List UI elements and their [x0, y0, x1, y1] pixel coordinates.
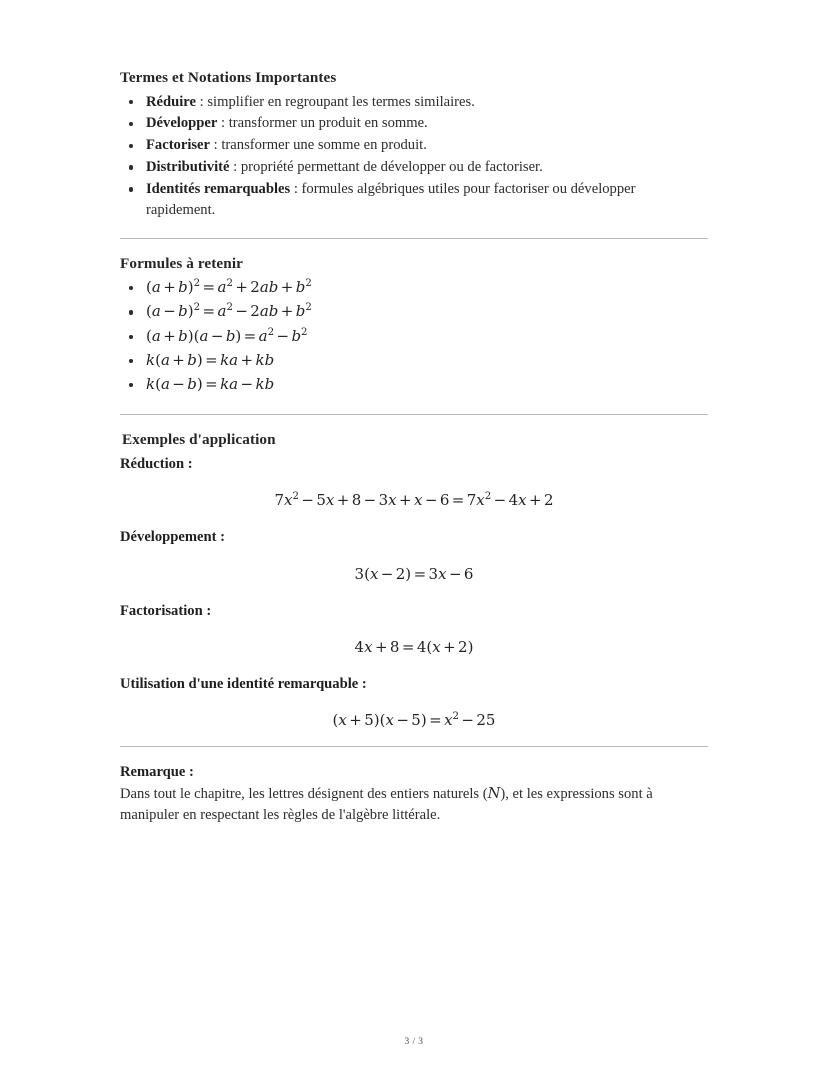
- example-equation-reduction: $7x^2 - 5x + 8 - 3x + x - 6 = 7x^2 - 4x + 2$: [274, 491, 554, 510]
- term-separator: :: [210, 137, 222, 154]
- term-label: Identités remarquables: [146, 180, 291, 197]
- term-separator: :: [290, 180, 302, 197]
- formulas-section-title: Formules à retenir: [120, 254, 243, 272]
- term-separator: :: [217, 115, 229, 132]
- bullet-icon: [129, 187, 133, 191]
- list-item: [120, 277, 708, 300]
- bullet-icon: [129, 100, 133, 104]
- bullet-icon: [129, 383, 133, 387]
- list-item: [120, 326, 708, 349]
- bullet-icon: [129, 165, 133, 169]
- list-item: [120, 350, 708, 373]
- term-definition: transformer une somme en produit.: [221, 137, 427, 154]
- example-label-identite: Utilisation d'une identité remarquable :: [120, 676, 367, 693]
- page-number: 3 / 3: [404, 1037, 424, 1047]
- remark-text-before: Dans tout le chapitre, les lettres désignent des entiers naturels (: [120, 785, 488, 802]
- list-item: [120, 92, 708, 113]
- term-label: Développer: [146, 115, 218, 132]
- list-item: [120, 113, 708, 134]
- example-label-reduction: Réduction :: [120, 455, 193, 472]
- term-label: Factoriser: [146, 137, 211, 154]
- formula-expression: $(a + b)^2 = a^2 + 2ab + b^2$: [146, 278, 312, 297]
- document-content: [120, 68, 708, 826]
- example-label-factorisation: Factorisation :: [120, 602, 212, 619]
- bullet-icon: [129, 310, 133, 314]
- term-definition: transformer un produit en somme.: [228, 115, 428, 132]
- term-label: Réduire: [146, 93, 196, 110]
- bullet-icon: [129, 359, 133, 363]
- bullet-icon: [129, 122, 133, 126]
- terms-list: [120, 92, 708, 221]
- example-equation-factorisation: 4x + 8 = 4(x + 2): [354, 638, 474, 657]
- list-item: [120, 374, 708, 397]
- bullet-icon: [129, 335, 133, 339]
- term-definition: formules algébriques utiles pour factoriser ou développer rapidement.: [146, 180, 636, 218]
- example-equation-developpement: 3(x − 2) = 3x − 6: [354, 564, 474, 583]
- bullet-icon: [129, 286, 133, 290]
- list-item: [120, 301, 708, 324]
- term-label: Distributivité: [146, 159, 230, 176]
- term-separator: :: [229, 159, 241, 176]
- remark-body: [120, 783, 708, 826]
- list-item: [120, 179, 708, 221]
- formula-expression: k(a − b) = ka − kb: [146, 375, 275, 394]
- list-item: [120, 135, 708, 156]
- formula-expression: $(a - b)^2 = a^2 - 2ab + b^2$: [146, 302, 312, 321]
- formulas-list: [120, 277, 708, 397]
- list-item: [120, 157, 708, 178]
- formula-expression: $(a + b)(a - b) = a^2 - b^2$: [146, 326, 308, 345]
- formula-expression: k(a + b) = ka + kb: [146, 350, 275, 369]
- remark-text-after: ), et les expressions sont à manipuler en respectant les règles de l'algèbre littérale.: [120, 785, 653, 824]
- bullet-icon: [129, 144, 133, 148]
- example-equation-identite: $(x + 5)(x - 5) = x^2 - 25$: [332, 711, 496, 730]
- terms-section-title: Termes et Notations Importantes: [120, 69, 337, 86]
- term-separator: :: [196, 93, 208, 110]
- example-label-developpement: Développement :: [120, 529, 225, 546]
- term-definition: simplifier en regroupant les termes similaires.: [207, 93, 475, 110]
- remark-title: Remarque :: [120, 764, 194, 781]
- natural-numbers-symbol: N: [487, 784, 501, 802]
- term-definition: propriété permettant de développer ou de factoriser.: [240, 159, 543, 176]
- examples-section-title: Exemples d'application: [122, 431, 276, 449]
